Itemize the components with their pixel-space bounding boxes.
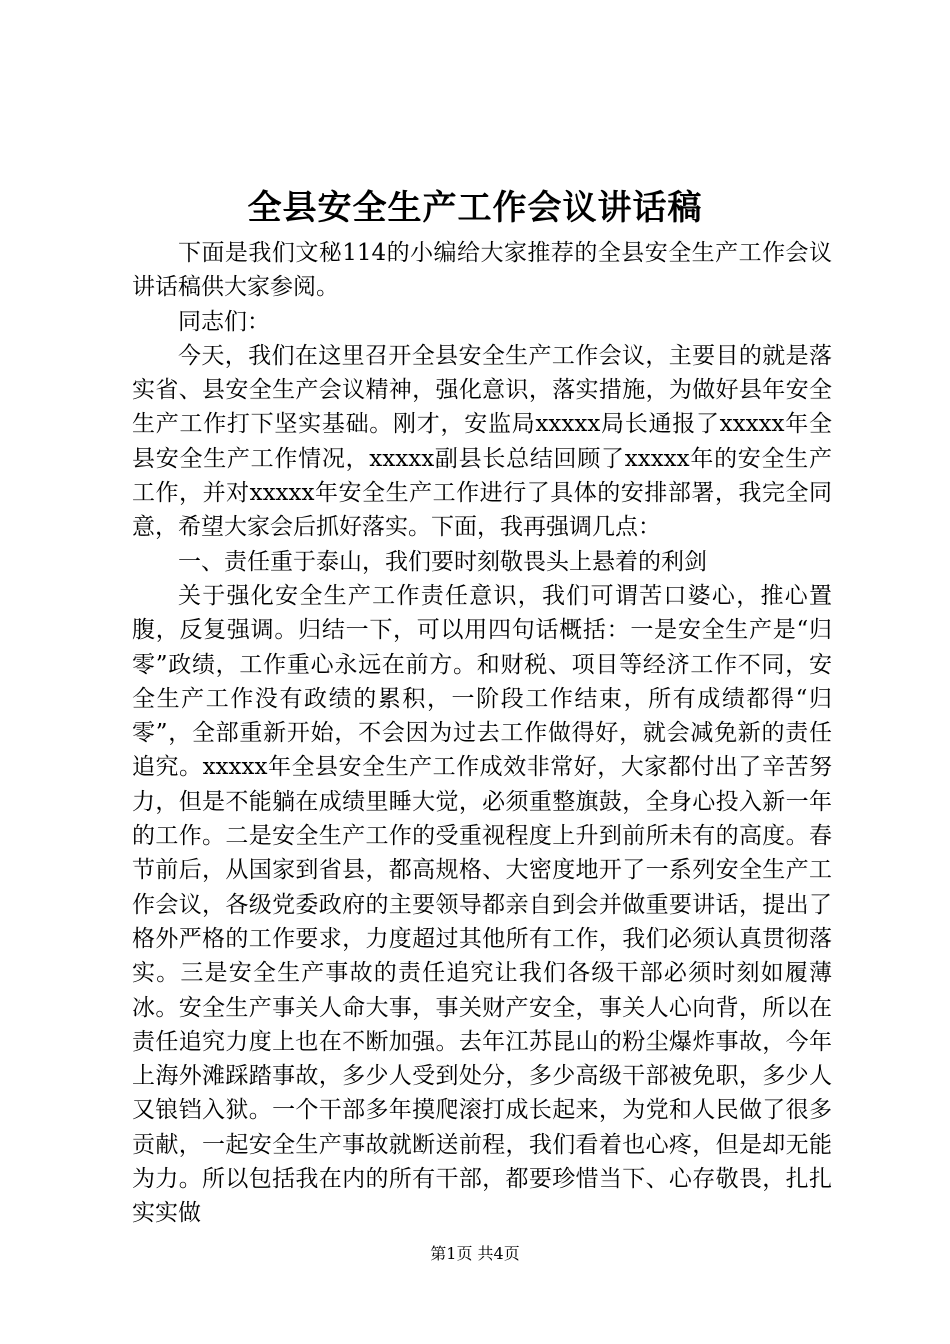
body-paragraph: 关于强化安全生产工作责任意识，我们可谓苦口婆心，推心置腹，反复强调。归结一下，可以用四句话概括：一是安全生产是“归零”政绩，工作重心永远在前方。和财税、项目等经济工作不同，安全生产工作没有政绩的累积，一阶段工作结束，所有成绩都得“归零”，全部重新开始，不会因为过去工作做得好，就会减免新的责任追究。xxxxx年全县安全生产工作成效非常好，大家都付出了辛苦努力，但是不能躺在成绩里睡大觉，必须重整旗鼓，全身心投入新一年的工作。二是安全生产工作的受重视程度上升到前所未有的高度。春节前后，从国家到省县，都高规格、大密度地开了一系列安全生产工作会议，各级党委政府的主要领导都亲自到会并做重要讲话，提出了格外严格的工作要求，力度超过其他所有工作，我们必须认真贯彻落实。三是安全生产事故的责任追究让我们各级干部必须时刻如履薄冰。安全生产事关人命大事，事关财产安全，事关人心向背，所以在责任追究力度上也在不断加强。去年江苏昆山的粉尘爆炸事故，今年上海外滩踩踏事故，多少人受到处分，多少高级干部被免职，多少人又锒铛入狱。一个干部多年摸爬滚打成长起来，为党和人民做了很多贡献，一起安全生产事故就断送前程，我们看着也心疼，但是却无能为力。所以包括我在内的所有干部，都要珍惜当下、心存敬畏，扎扎实实做 <box>132 582 832 1227</box>
document-body <box>132 236 832 1231</box>
section-heading: 一、责任重于泰山，我们要时刻敬畏头上悬着的利剑 <box>178 548 707 575</box>
page-number-footer: 第1页 共4页 <box>430 1244 520 1263</box>
document-title: 全县安全生产工作会议讲话稿 <box>247 188 703 228</box>
salutation: 同志们： <box>178 308 270 335</box>
intro-paragraph: 下面是我们文秘114的小编给大家推荐的全县安全生产工作会议讲话稿供大家参阅。 <box>132 240 832 301</box>
body-paragraph: 今天，我们在这里召开全县安全生产工作会议，主要目的就是落实省、县安全生产会议精神，强化意识，落实措施，为做好县年安全生产工作打下坚实基础。刚才，安监局xxxxx局长通报了xxxxx年全县安全生产工作情况，xxxxx副县长总结回顾了xxxxx年的安全生产工作，并对xxxxx年安全生产工作进行了具体的安排部署，我完全同意，希望大家会后抓好落实。下面，我再强调几点： <box>132 342 832 541</box>
